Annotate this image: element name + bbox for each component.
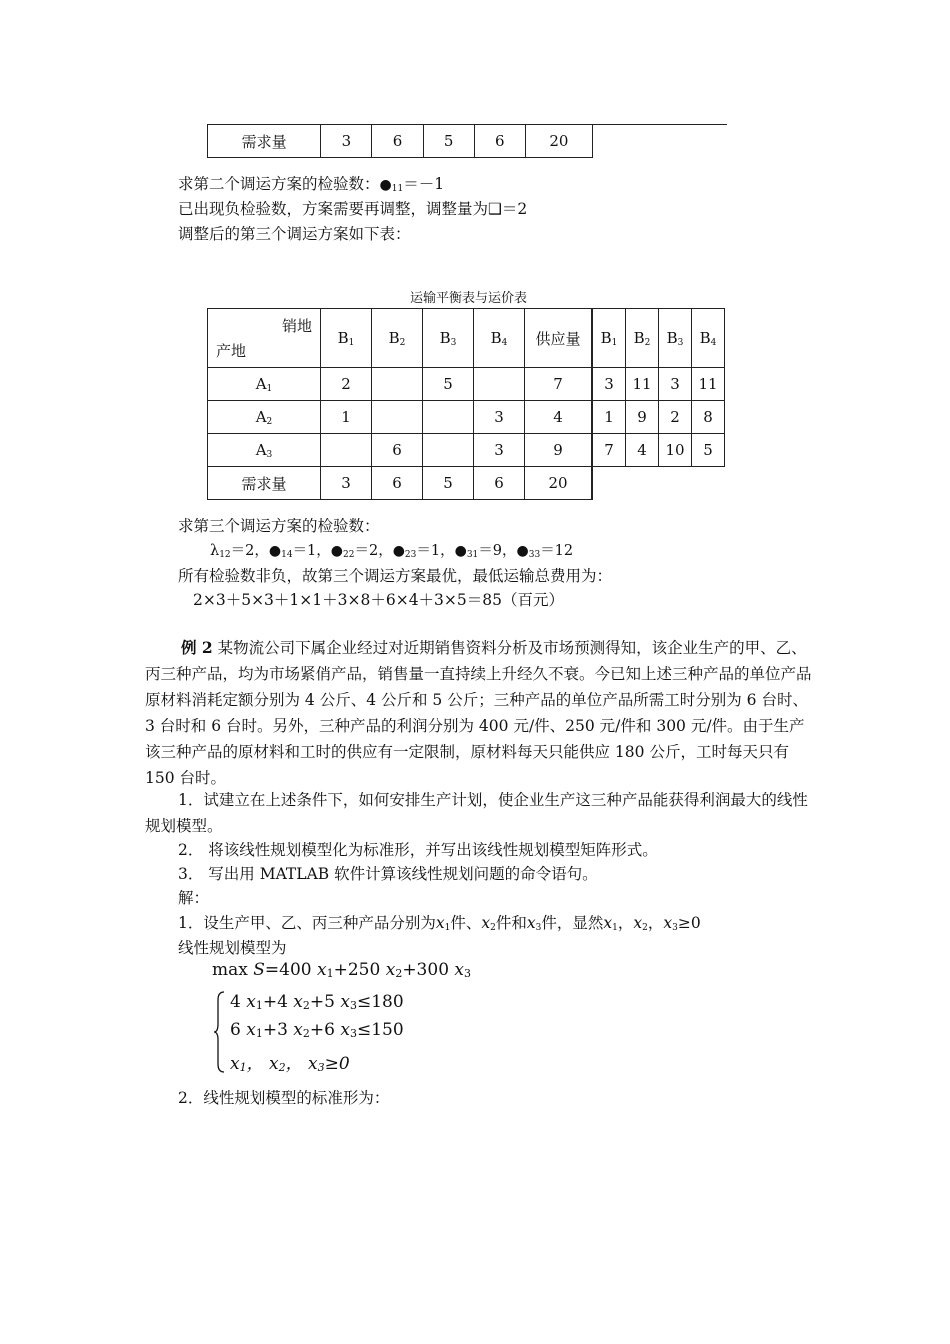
table-cell xyxy=(321,434,372,467)
intro-line: 调整后的第三个调运方案如下表： xyxy=(178,225,411,243)
header-cell: 供应量 xyxy=(525,309,593,368)
price-cell: 3 xyxy=(592,368,626,401)
price-cell: 4 xyxy=(626,434,659,467)
table-cell: 3 xyxy=(321,467,372,500)
price-cell: 9 xyxy=(626,401,659,434)
text: ＝－1 xyxy=(403,175,445,193)
row-label: $A_3$ xyxy=(208,434,321,467)
price-cell: 2 xyxy=(659,401,692,434)
check3-title: 求第三个调运方案的检验数： xyxy=(178,517,380,535)
header-cell: $B_3$ xyxy=(423,309,474,368)
table-cell: 3 xyxy=(474,401,525,434)
price-header-cell: $B_2$ xyxy=(626,309,659,368)
table-cell: 5 xyxy=(423,125,474,158)
price-header-cell: $B_3$ xyxy=(659,309,692,368)
price-cell: 3 xyxy=(659,368,692,401)
corner-cell xyxy=(208,309,321,368)
symbol: ❑ xyxy=(488,200,502,218)
symbol: ● xyxy=(379,177,392,193)
table-cell: 5 xyxy=(423,368,474,401)
table-cell: 6 xyxy=(372,467,423,500)
table-cell: 9 xyxy=(525,434,593,467)
top-table xyxy=(207,124,593,158)
price-cell: 11 xyxy=(692,368,725,401)
corner-top: 销地 xyxy=(281,317,312,335)
header-cell: $B_4$ xyxy=(474,309,525,368)
table-cell: 20 xyxy=(525,125,592,158)
text: 已出现负检验数，方案需要再调整，调整量为 xyxy=(178,200,489,218)
table-row xyxy=(208,401,725,434)
price-header-cell: $B_4$ xyxy=(692,309,725,368)
table-cell xyxy=(372,368,423,401)
table-cell xyxy=(423,434,474,467)
table-row xyxy=(208,125,593,158)
check3-conclusion: 所有检验数非负，故第三个调运方案最优，最低运输总费用为： xyxy=(178,567,613,585)
table-cell: 6 xyxy=(372,125,423,158)
table-caption: 运输平衡表与运价表 xyxy=(410,291,528,306)
table-cell: 需求量 xyxy=(208,125,321,158)
question-3: 3． 写出用 MATLAB 软件计算该线性规划问题的命令语句。 xyxy=(178,865,598,883)
question-2: 2． 将该线性规划模型化为标准形，并写出该线性规划模型矩阵形式。 xyxy=(178,841,658,859)
solution-step-1: 1．设生产甲、乙、丙三种产品分别为$x_1$件、$x_2$件和$x_3$件，显然$x_1$，$x_2$，$x_3\ge 0$ xyxy=(178,914,701,933)
corner-bottom: 产地 xyxy=(216,342,247,360)
check3-values: $\lambda_{12}=2$，$●_{14}=1$，$●_{22}=2$，$●_{23}=1$，$●_{31}=9$，$●_{33}=12$ xyxy=(210,543,574,560)
table-cell xyxy=(372,401,423,434)
subscript: 11 xyxy=(391,184,404,194)
constraint-2: 6 $x_1+3$ $x_2+6$ $x_3\le 150$ xyxy=(230,1020,404,1040)
table-cell: 4 xyxy=(525,401,593,434)
brace-icon xyxy=(212,990,226,1074)
table-cell: 3 xyxy=(321,125,372,158)
check3-formula: 2×3＋5×3＋1×1＋3×8＋6×4＋3×5＝85（百元） xyxy=(193,591,564,609)
model-title: 线性规划模型为 xyxy=(178,939,287,957)
table-row xyxy=(208,434,725,467)
table-header-row xyxy=(208,309,725,368)
table-cell: 6 xyxy=(474,125,525,158)
solution-label: 解： xyxy=(178,889,210,907)
text: 求第二个调运方案的检验数： xyxy=(178,175,380,193)
table-cell: 2 xyxy=(321,368,372,401)
example-text: 某物流公司下属企业经过对近期销售资料分析及市场预测得知，该企业生产的甲、乙、丙三种产品，均为市场紧俏产品，销售量一直持续上升经久不衰。今已知上述三种产品的单位产品原材料消耗定额分别为 4 公斤、4 公斤和 5 公斤；三种产品的单位产品所需工时分别为 6 台时、3 台时和 6 台时。另外，三种产品的利润分别为 400 元/件、250 元/件和 300 元/件。由于生产该三种产品的原材料和工时的供应有一定限制，原材料每天只能供应 180 公斤，工时每天只有 150 台时。 xyxy=(145,639,812,787)
table-line xyxy=(592,124,727,125)
price-cell: 8 xyxy=(692,401,725,434)
table-cell: 7 xyxy=(525,368,593,401)
table-cell: 6 xyxy=(474,467,525,500)
header-cell: $B_2$ xyxy=(372,309,423,368)
price-cell: 1 xyxy=(592,401,626,434)
table-row xyxy=(208,368,725,401)
constraint-3: $x_1$， $x_2$， $x_3\ge 0$ xyxy=(230,1054,350,1074)
text: ＝2 xyxy=(501,200,528,218)
table-cell: 需求量 xyxy=(208,467,321,500)
constraint-1: 4 $x_1+4$ $x_2+5$ $x_3\le 180$ xyxy=(230,992,404,1012)
price-header-cell: $B_1$ xyxy=(592,309,626,368)
table-cell: 5 xyxy=(423,467,474,500)
adjust-line xyxy=(178,198,527,220)
price-cell: 7 xyxy=(592,434,626,467)
price-cell: 5 xyxy=(692,434,725,467)
empty-cell xyxy=(592,467,725,500)
question-1: 1．试建立在上述条件下，如何安排生产计划，使企业生产这三种产品能获得利润最大的线性规划模型。 xyxy=(145,791,808,835)
table-cell xyxy=(423,401,474,434)
price-cell: 11 xyxy=(626,368,659,401)
balance-table xyxy=(207,308,725,500)
example-label: 例 2 xyxy=(181,638,213,657)
check2-line xyxy=(178,173,444,200)
table-cell: 6 xyxy=(372,434,423,467)
price-cell: 10 xyxy=(659,434,692,467)
table-cell: 1 xyxy=(321,401,372,434)
table-row xyxy=(208,467,725,500)
objective-function: max S=400 $x_1+250$ $x_2+300$ $x_3$ xyxy=(212,960,472,980)
row-label: $A_1$ xyxy=(208,368,321,401)
example2-paragraph xyxy=(145,635,815,791)
header-cell: $B_1$ xyxy=(321,309,372,368)
solution-step-2: 2．线性规划模型的标准形为： xyxy=(178,1089,390,1107)
row-label: $A_2$ xyxy=(208,401,321,434)
table-cell: 3 xyxy=(474,434,525,467)
table-cell xyxy=(474,368,525,401)
table-cell: 20 xyxy=(525,467,593,500)
